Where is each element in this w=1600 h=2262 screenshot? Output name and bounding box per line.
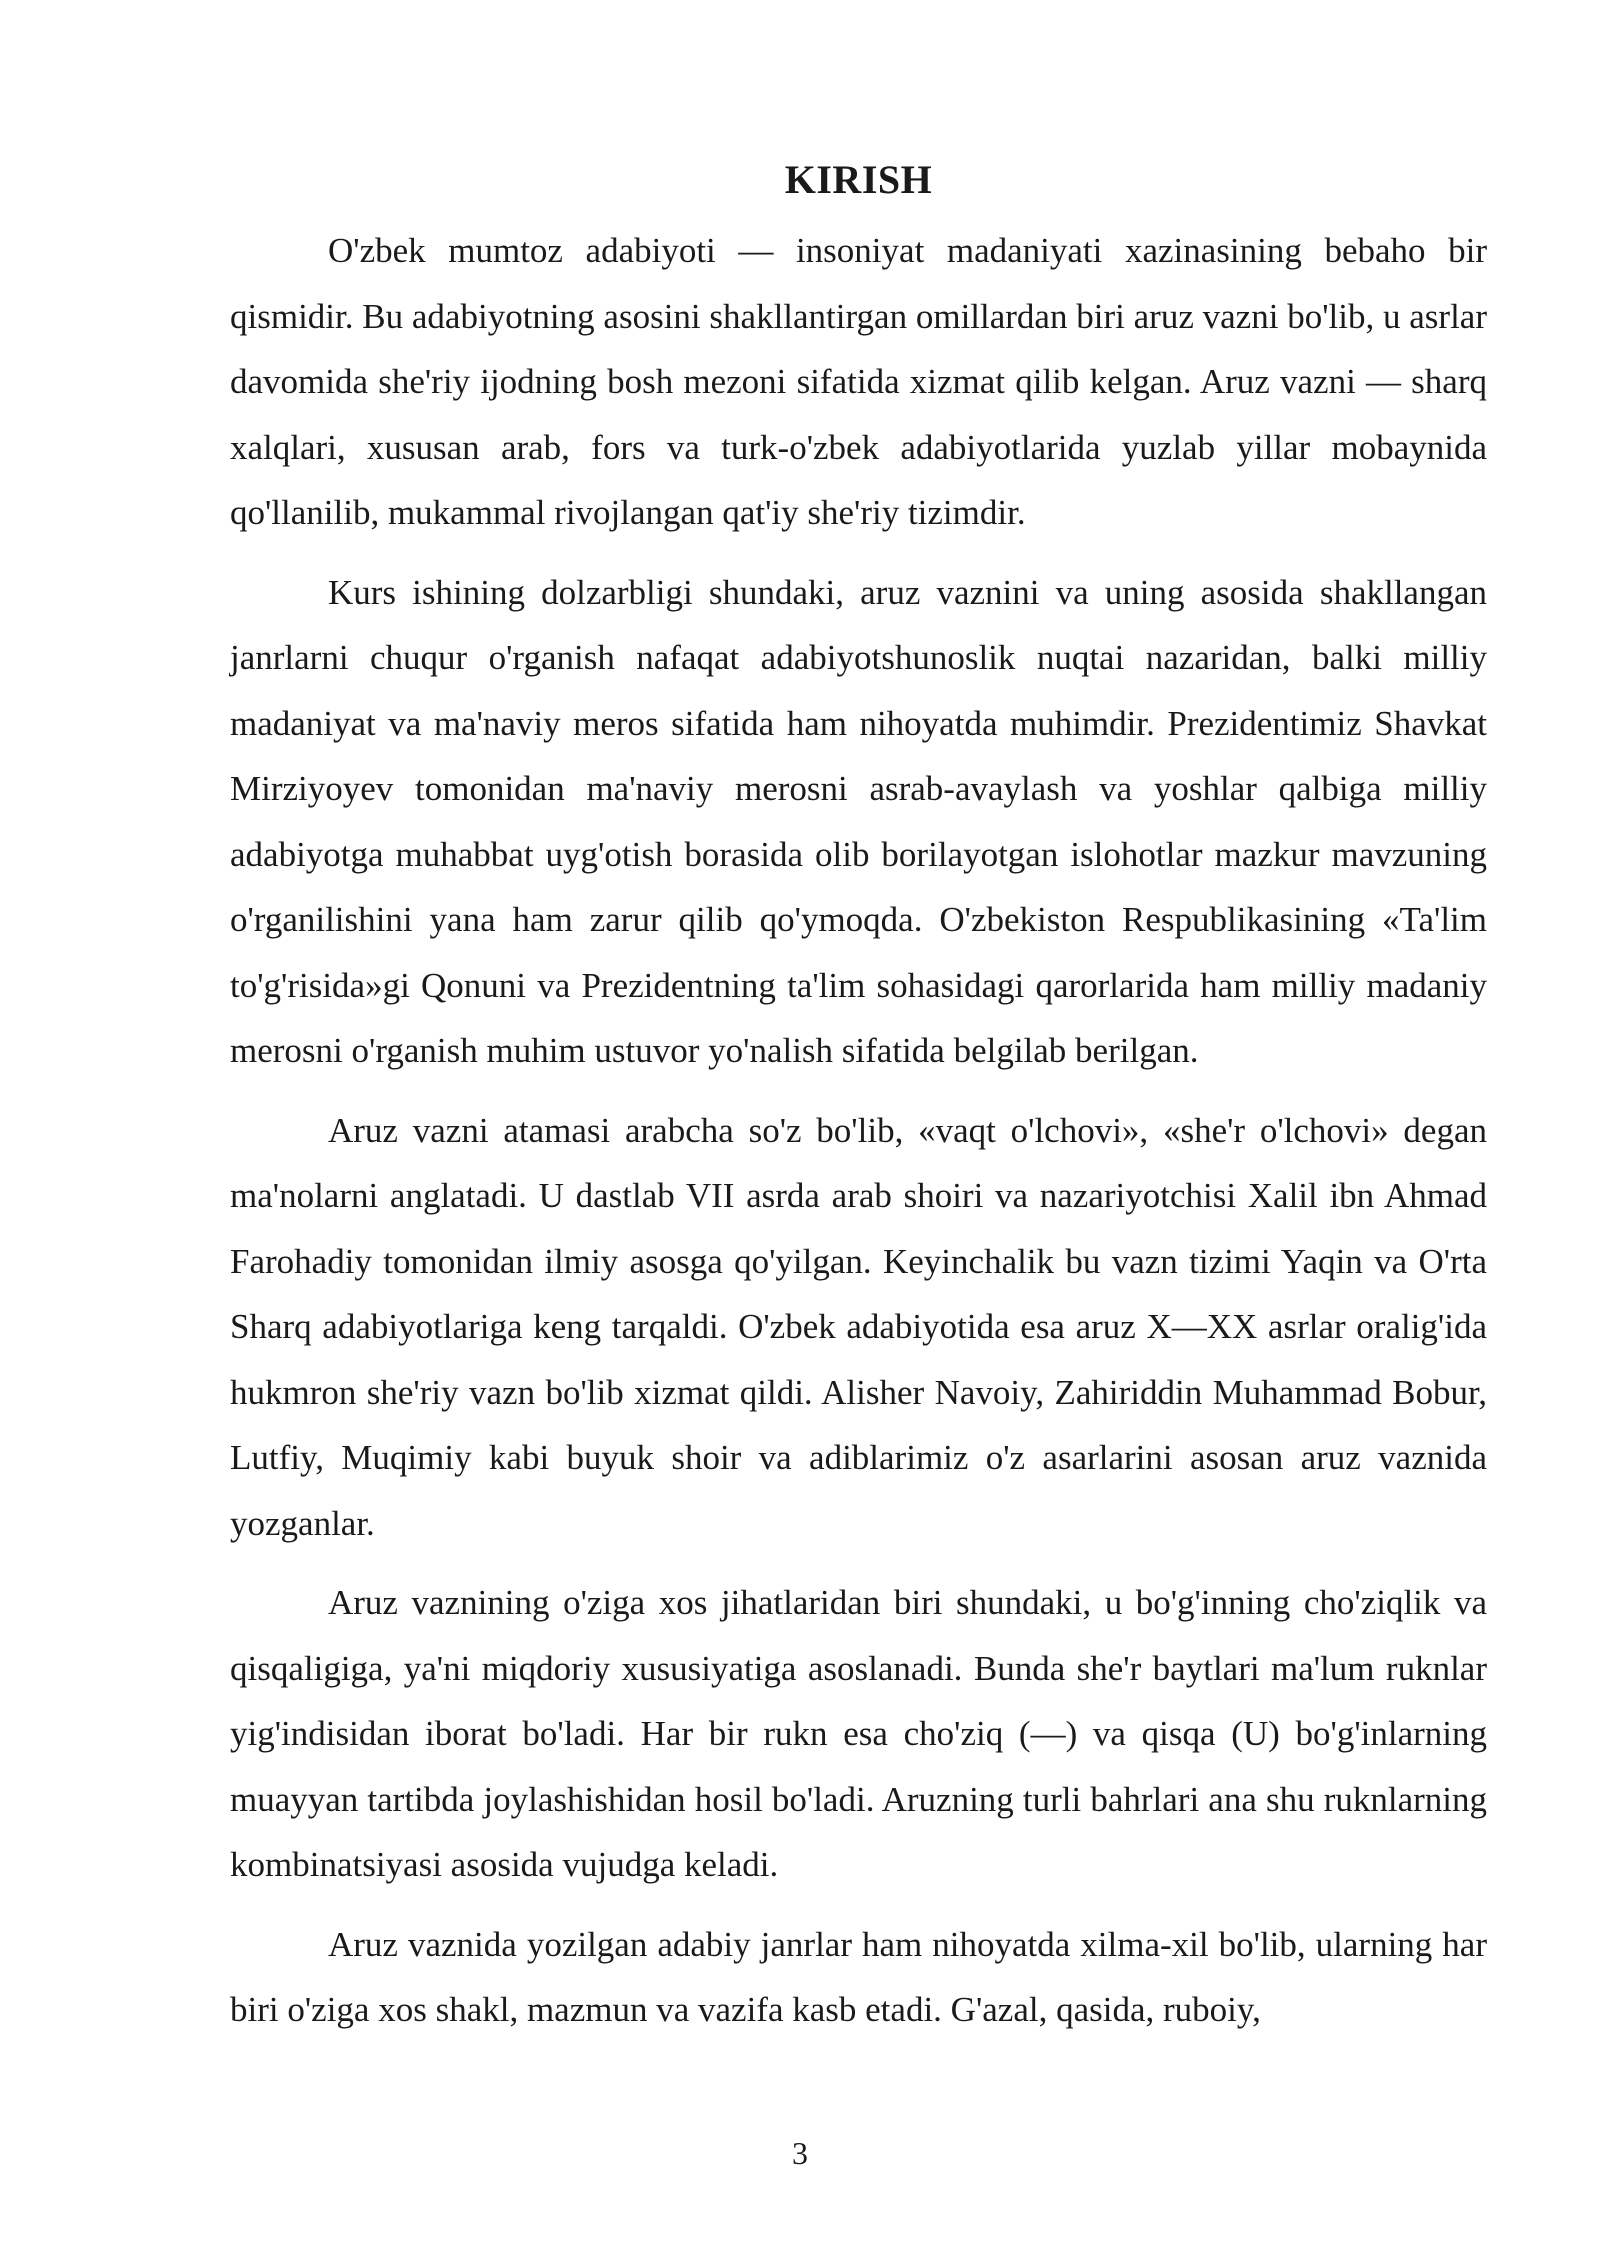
paragraph-aruz-features: Aruz vaznining o'ziga xos jihatlaridan biri shundaki, u bo'g'inning cho'ziqlik va qisqaligiga, ya'ni miqdoriy xususiyatiga asoslanadi. Bunda she'r baytlari ma'lum ruknlar yig'indisidan iborat bo'ladi. Har bir rukn esa cho'ziq (—) va qisqa (U) bo'g'inlarning muayyan tartibda joylashishidan hosil bo'ladi. Aruzning turli bahrlari ana shu ruknlarning kombinatsiyasi asosida vujudga keladi. [230, 1583, 1487, 1884]
paragraph-intro: O'zbek mumtoz adabiyoti — insoniyat madaniyati xazinasining bebaho bir qismidir. Bu adabiyotning asosini shakllantirgan omillardan biri aruz vazni bo'lib, u asrlar davomida she'riy ijodning bosh mezoni sifatida xizmat qilib kelgan. Aruz vazni — sharq xalqlari, xususan arab, fors va turk-o'zbek adabiyotlarida yuzlab yillar mobaynida qo'llanilib, mukammal rivojlangan qat'iy she'riy tizimdir. [230, 231, 1487, 532]
paragraph-aruz-definition: Aruz vazni atamasi arabcha so'z bo'lib, «vaqt o'lchovi», «she'r o'lchovi» degan ma'nolarni anglatadi. U dastlab VII asrda arab shoiri va nazariyotchisi Xalil ibn Ahmad Farohadiy tomonidan ilmiy asosga qo'yilgan. Keyinchalik bu vazn tizimi Yaqin va O'rta Sharq adabiyotlariga keng tarqaldi. O'zbek adabiyotida esa aruz X—XX asrlar oralig'ida hukmron she'riy vazn bo'lib xizmat qildi. Alisher Navoiy, Zahiriddin Muhammad Bobur, Lutfiy, Muqimiy kabi buyuk shoir va adiblarimiz o'z asarlarini asosan aruz vaznida yozganlar. [230, 1110, 1487, 1543]
paragraph-relevance: Kurs ishining dolzarbligi shundaki, aruz vaznini va uning asosida shakllangan janrlarni chuqur o'rganish nafaqat adabiyotshunoslik nuqtai nazaridan, balki milliy madaniyat va ma'naviy meros sifatida ham nihoyatda muhimdir. Prezidentimiz Shavkat Mirziyoyev tomonidan ma'naviy merosni asrab-avaylash va yoshlar qalbiga milliy adabiyotga muhabbat uyg'otish borasida olib borilayotgan islohotlar mazkur mavzuning o'rganilishini yana ham zarur qilib qo'ymoqda. O'zbekiston Respublikasining «Ta'lim to'g'risida»gi Qonuni va Prezidentning ta'lim sohasidagi qarorlarida ham milliy madaniy merosni o'rganish muhim ustuvor yo'nalish sifatida belgilab berilgan. [230, 572, 1487, 1070]
page-number: 3 [792, 2135, 808, 2171]
paragraph-genres: Aruz vaznida yozilgan adabiy janrlar ham nihoyatda xilma-xil bo'lib, ularning har biri o'ziga xos shakl, mazmun va vazifa kasb etadi. G'azal, qasida, ruboiy, [230, 1924, 1487, 2029]
section-title: KIRISH [784, 157, 933, 202]
page-content [230, 150, 1487, 2057]
